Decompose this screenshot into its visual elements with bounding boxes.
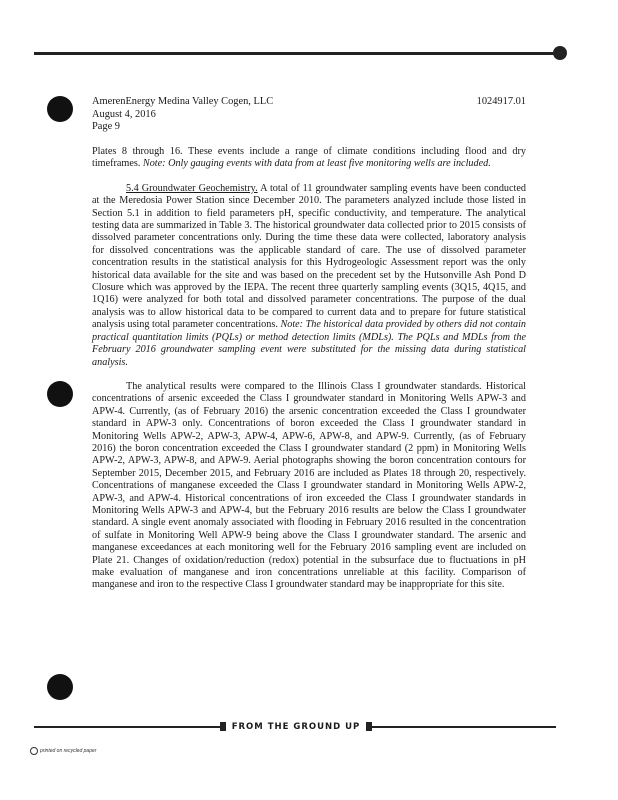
recycled-paper-text: printed on recycled paper [40, 748, 97, 754]
section-heading: 5.4 Groundwater Geochemistry. [126, 182, 258, 194]
binder-hole-bottom [47, 674, 73, 700]
binder-hole-middle [47, 381, 73, 407]
binder-hole-top [47, 96, 73, 122]
historical-data-note: Note: The historical data provided by others did not contain practical quantitation limits (PQLs) or method detection limits (MDLs). The PQLs and MDLs from the February 2016 groundwater sampling event were substituted for the missing data during statistical analysis. [92, 319, 526, 368]
footer-rule-left [34, 726, 220, 728]
company-name: AmerenEnergy Medina Valley Cogen, LLC [92, 96, 274, 107]
letter-header [92, 96, 526, 134]
project-number: 1024917.01 [476, 96, 526, 107]
paragraph-analytical-results: The analytical results were compared to the Illinois Class I groundwater standards. Historical concentrations of arsenic exceeded the Class I groundwater standard in Monitoring Wells APW-3 and APW-4. Currently, (as of February 2016) the arsenic concentration exceeded the Class I groundwater standard in APW-3 only. Concentrations of boron exceeded the Class I groundwater standard in Monitoring Wells APW-2, APW-3, APW-4, APW-6, APW-8, and APW-9. Currently, (as of February 2016) the boron concentration exceeded the Class I groundwater standard (2 ppm) in Monitoring Wells APW-2, APW-3, APW-8, and APW-9. Aerial photographs showing the boron concentration contours for September 2015, December 2015, and February 2016 are included as Plates 18 through 20, respectively. Concentrations of manganese exceeded the Class I groundwater standard in Monitoring Wells APW-2, APW-3, and APW-4. Historical concentrations of iron exceeded the Class I groundwater standards in Monitoring Wells APW-3 and APW-4, but the February 2016 results are below the Class I groundwater standard. A single event anomaly associated with flooding in February 2016 resulted in the concentration of sulfate in Monitoring Well APW-9 being above the Class I groundwater standard. The arsenic and manganese exceedances at each monitoring well for the February 2016 sampling event are included on Plate 21. Changes of oxidation/reduction (redox) potential in the subsurface due to fluctuations in pH make evaluation of manganese and iron concentrations unreliable at this facility. Comparison of manganese and iron to the respective Class I groundwater standard may be inappropriate for this site. [92, 380, 526, 591]
paragraph-geochemistry: 5.4 Groundwater Geochemistry. A total of 11 groundwater sampling events have been conducted at the Meredosia Power Station since December 2010. The parameters analyzed include those listed in Section 5.1 in addition to field parameters pH, specific conductivity, and temperature. The analytical testing data are summarized in Table 3. The historical groundwater data collected prior to 2015 consists of dissolved parameter concentrations only. During the time these data were collected, laboratory analysis for dissolved concentrations was the applicable standard of care. The use of dissolved parameter concentration results in the statistical analysis for this Hydrogeologic Assessment report was the only historical data available for the site and was based on the precedent set by the Hutsonville Ash Pond D Closure which was approved by the IEPA. The recent three quarterly sampling events (3Q15, 4Q15, and 1Q16) were analyzed for both total and dissolved parameter concentrations. The purpose of the dual analysis was to allow historical data to be compared to current data and to prepare for future statistical analysis using total parameter concentrations. Note: The historical data provided by others did not contain practical quantitation limits (PQLs) or method detection limits (MDLs). The PQLs and MDLs from the February 2016 groundwater sampling event were substituted for the missing data during statistical analysis. [92, 182, 526, 368]
paragraph-plates: Plates 8 through 16. These events include a range of climate conditions including flood and dry timeframes. Note: Only gauging events with data from at least five monitoring wells are included. [92, 146, 526, 170]
page-number: Page 9 [92, 121, 120, 132]
page-footer [34, 720, 556, 734]
gauging-note: Note: Only gauging events with data from at least five monitoring wells are included. [142, 158, 491, 170]
footer-mark-left [220, 722, 226, 731]
footer-tagline: FROM THE GROUND UP [231, 722, 361, 732]
recycled-paper-logo [30, 747, 96, 755]
recycle-icon [30, 747, 38, 755]
header-rule-end-mark [553, 46, 567, 60]
document-body [92, 146, 526, 604]
letter-date: August 4, 2016 [92, 108, 156, 120]
footer-rule-right [372, 726, 556, 728]
top-rule [34, 52, 556, 55]
